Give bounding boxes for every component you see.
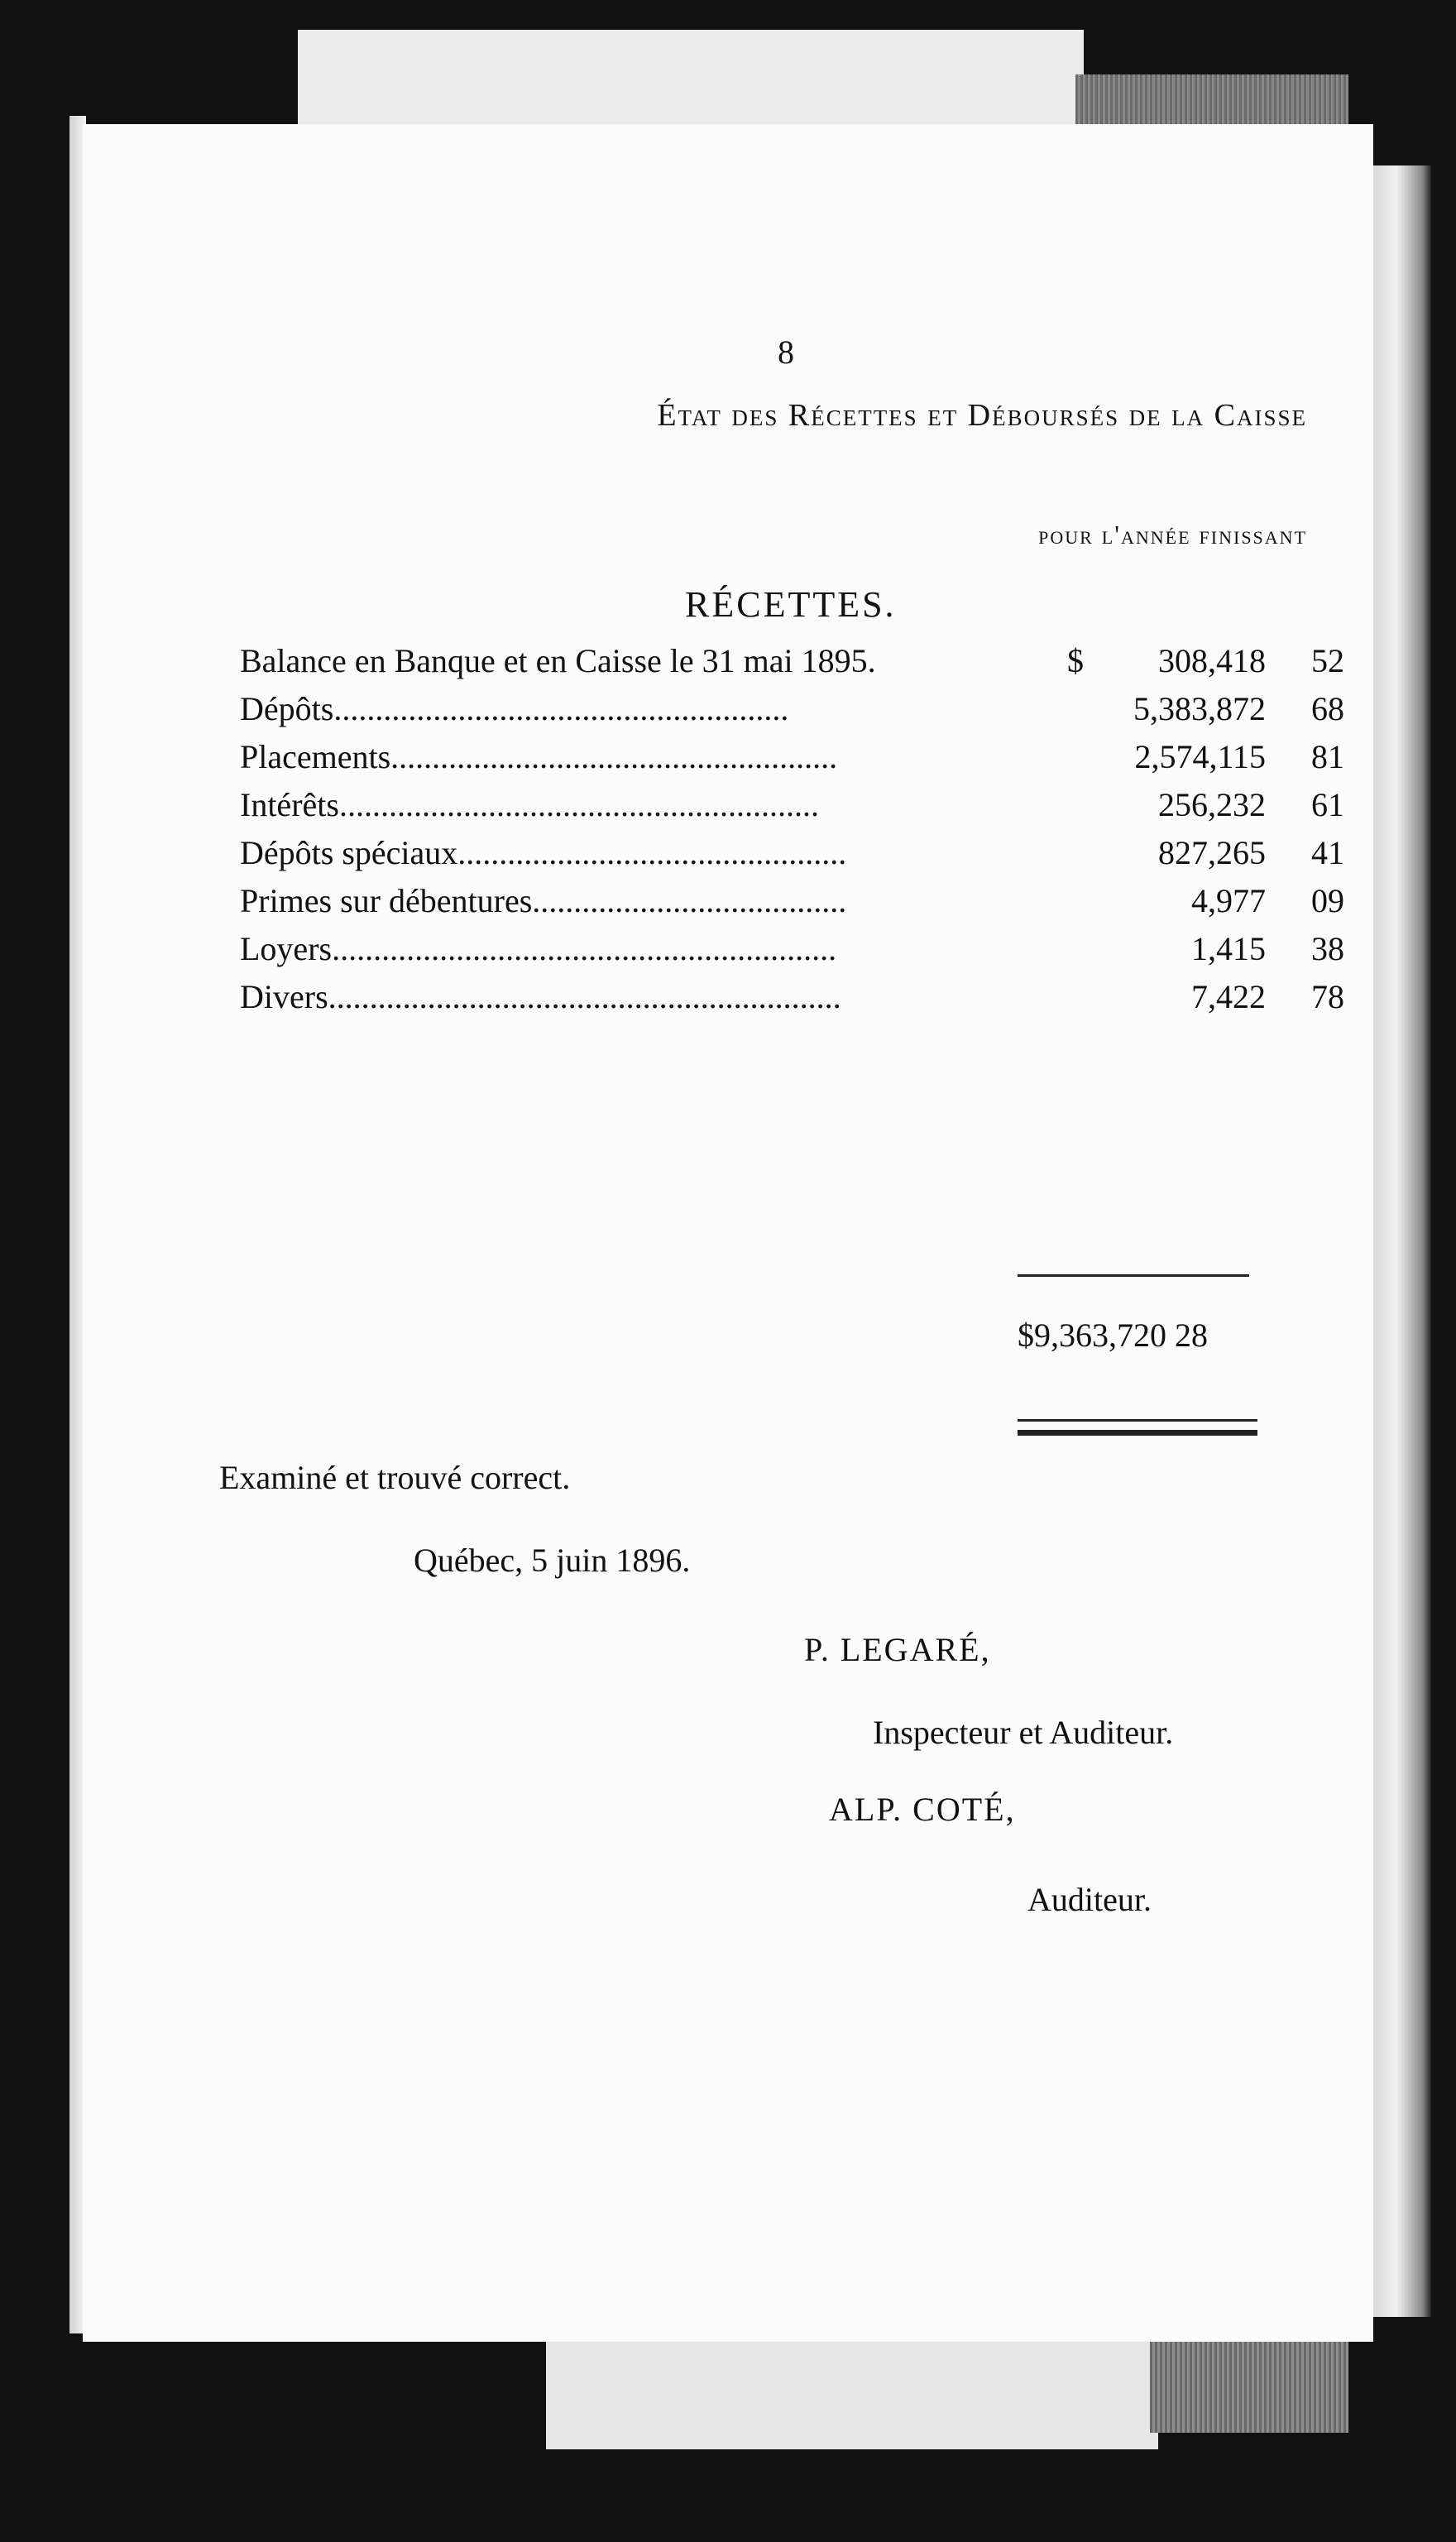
row-label: Dépôts spéciaux............................................... [240,834,847,871]
row-cents: 61 [1311,786,1344,823]
page-edge-right [1373,165,1431,2317]
ledger-row [240,925,1373,973]
signatory-name-2: ALP. COTÉ, [829,1791,1016,1828]
row-cents: 78 [1311,978,1344,1015]
ledger-row [240,685,1373,733]
examined-statement: Examiné et trouvé correct. [219,1459,571,1496]
document-page [83,124,1373,2342]
row-label: Intérêts.......................................................... [240,786,819,823]
currency-sign: $ [1067,642,1084,679]
page-number: 8 [778,333,794,371]
ledger-row [240,877,1373,925]
signatory-title-1: Inspecteur et Auditeur. [873,1714,1174,1751]
signatory-name-1: P. LEGARÉ, [804,1631,991,1668]
row-dollars: 5,383,872 [1133,690,1266,727]
row-label: Divers.............................................................. [240,978,841,1015]
ledger-row [240,781,1373,829]
row-label: Placements...................................................... [240,738,838,775]
ledger-row [240,637,1373,685]
row-label: Loyers............................................................. [240,930,837,967]
total-amount: $9,363,720 28 [1018,1317,1208,1354]
row-label: Dépôts....................................................... [240,690,789,727]
receipts-ledger [240,637,1373,1021]
row-dollars: 827,265 [1158,834,1266,871]
backdrop-cloth-bottom [1150,2342,1348,2433]
backdrop-paper-bottom [546,2342,1158,2449]
row-dollars: 1,415 [1191,930,1266,967]
ledger-row [240,829,1373,877]
signatory-title-2: Auditeur. [1027,1881,1152,1918]
row-label: Balance en Banque et en Caisse le 31 mai 1895. [240,642,876,679]
statement-subtitle: pour l'année finissant [1038,520,1307,549]
total-rule [1018,1274,1249,1277]
row-cents: 38 [1311,930,1344,967]
row-cents: 68 [1311,690,1344,727]
backdrop-paper-top [298,30,1084,129]
place-date: Québec, 5 juin 1896. [414,1542,691,1579]
double-rule-thin [1018,1419,1257,1422]
ledger-row [240,733,1373,781]
section-heading: RÉCETTES. [685,584,897,625]
statement-title: État des Récettes et Déboursés de la Caisse [657,398,1307,433]
row-cents: 52 [1311,642,1344,679]
row-dollars: 2,574,115 [1134,738,1266,775]
row-dollars: 7,422 [1191,978,1266,1015]
row-cents: 41 [1311,834,1344,871]
row-dollars: 4,977 [1191,882,1266,919]
row-label: Primes sur débentures...................................... [240,882,847,919]
row-cents: 81 [1311,738,1344,775]
row-dollars: 308,418 [1158,642,1266,679]
row-dollars: 256,232 [1158,786,1266,823]
ledger-row [240,973,1373,1021]
row-cents: 09 [1311,882,1344,919]
double-rule-thick [1018,1430,1257,1436]
